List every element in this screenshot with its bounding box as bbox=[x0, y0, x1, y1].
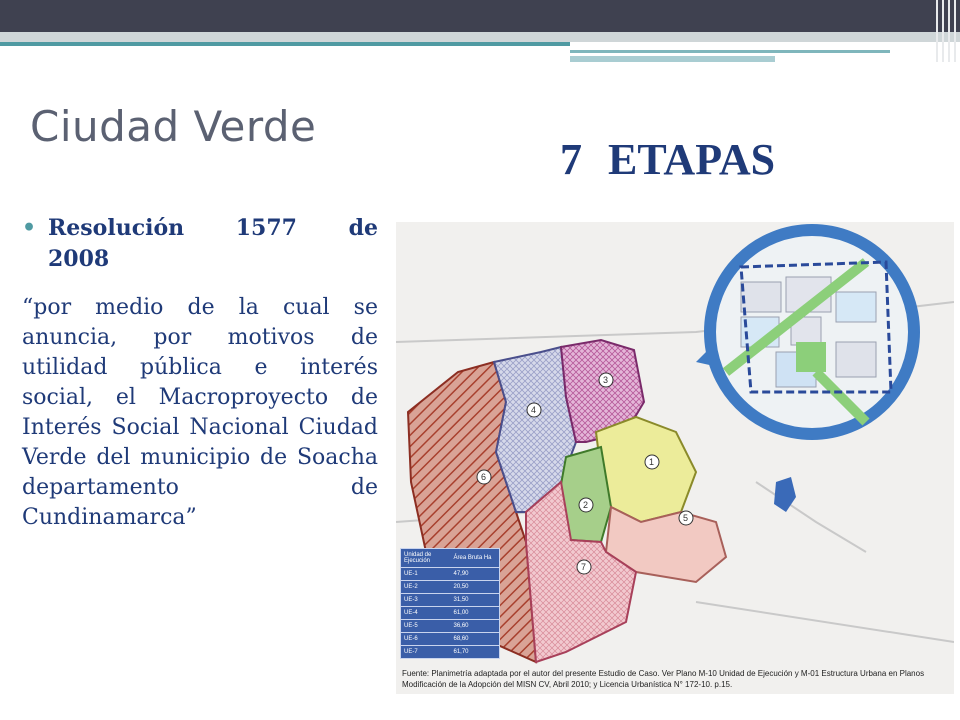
decor-vertical-lines bbox=[930, 0, 960, 62]
resolution-line-1: Resolución 1577 de bbox=[48, 215, 378, 241]
table-header-cell: Unidad de Ejecución bbox=[404, 552, 432, 564]
stages-heading bbox=[560, 134, 775, 185]
table-row bbox=[401, 632, 499, 645]
decor-stripe bbox=[0, 42, 570, 46]
decor-band bbox=[0, 32, 960, 42]
unit-label-5: 5 bbox=[683, 513, 689, 523]
unit-label-2: 2 bbox=[583, 500, 589, 510]
unit-label-4: 4 bbox=[531, 405, 537, 415]
table-cell: UE-6 bbox=[404, 636, 418, 642]
table-cell: UE-3 bbox=[404, 597, 418, 603]
title-bar bbox=[0, 0, 960, 32]
table-row bbox=[401, 580, 499, 593]
unit-area-table bbox=[400, 548, 500, 659]
table-cell: 61,00 bbox=[453, 610, 469, 616]
table-cell: 61,70 bbox=[453, 649, 469, 655]
decor-stripe bbox=[570, 50, 890, 53]
table-row bbox=[401, 645, 499, 658]
table-cell: 68,60 bbox=[453, 636, 469, 642]
table-row bbox=[401, 567, 499, 580]
resolution-bullet bbox=[22, 213, 378, 275]
table-cell: UE-4 bbox=[404, 610, 418, 616]
resolution-line-2: 2008 bbox=[48, 246, 110, 272]
table-cell: UE-2 bbox=[404, 584, 418, 590]
table-cell: 36,60 bbox=[453, 623, 469, 629]
caption-line-1: Fuente: Planimetría adaptada por el autor del presente Estudio de Caso. Ver Plano M-10 Unidad de Ejecución y M-01 Estructura Urbana en Planos bbox=[402, 669, 925, 678]
table-cell: 31,50 bbox=[453, 597, 469, 603]
unit-label-1: 1 bbox=[649, 457, 655, 467]
table-header-cell: Área Bruta Ha bbox=[453, 555, 492, 561]
unit-label-3: 3 bbox=[603, 375, 609, 385]
map-caption bbox=[402, 668, 950, 690]
resolution-quote: “por medio de la cual se anuncia, por motivos de utilidad pública e interés social, el Macroproyecto de Interés Social Nacional Ciudad Verde del municipio de Soacha departamento de Cundinamarca” bbox=[22, 295, 378, 530]
unit-label-7: 7 bbox=[581, 562, 587, 572]
table-cell: 20,50 bbox=[453, 584, 469, 590]
stages-word: ETAPAS bbox=[608, 135, 776, 184]
table-row bbox=[401, 606, 499, 619]
unit-label-6: 6 bbox=[481, 472, 487, 482]
caption-line-2: Modificación de la Adopción del MISN CV, Abril 2010; y Licencia Urbanística N° 172-10. p.15. bbox=[402, 680, 733, 689]
table-row bbox=[401, 619, 499, 632]
table-cell: UE-7 bbox=[404, 649, 418, 655]
table-cell: UE-1 bbox=[404, 571, 418, 577]
table-row bbox=[401, 593, 499, 606]
table-header bbox=[401, 549, 499, 567]
table-cell: 47,90 bbox=[453, 571, 469, 577]
decor-stripe bbox=[570, 56, 775, 62]
stages-number: 7 bbox=[560, 135, 582, 184]
bullet-icon: • bbox=[22, 215, 37, 241]
slide-title: Ciudad Verde bbox=[30, 102, 317, 151]
table-cell: UE-5 bbox=[404, 623, 418, 629]
